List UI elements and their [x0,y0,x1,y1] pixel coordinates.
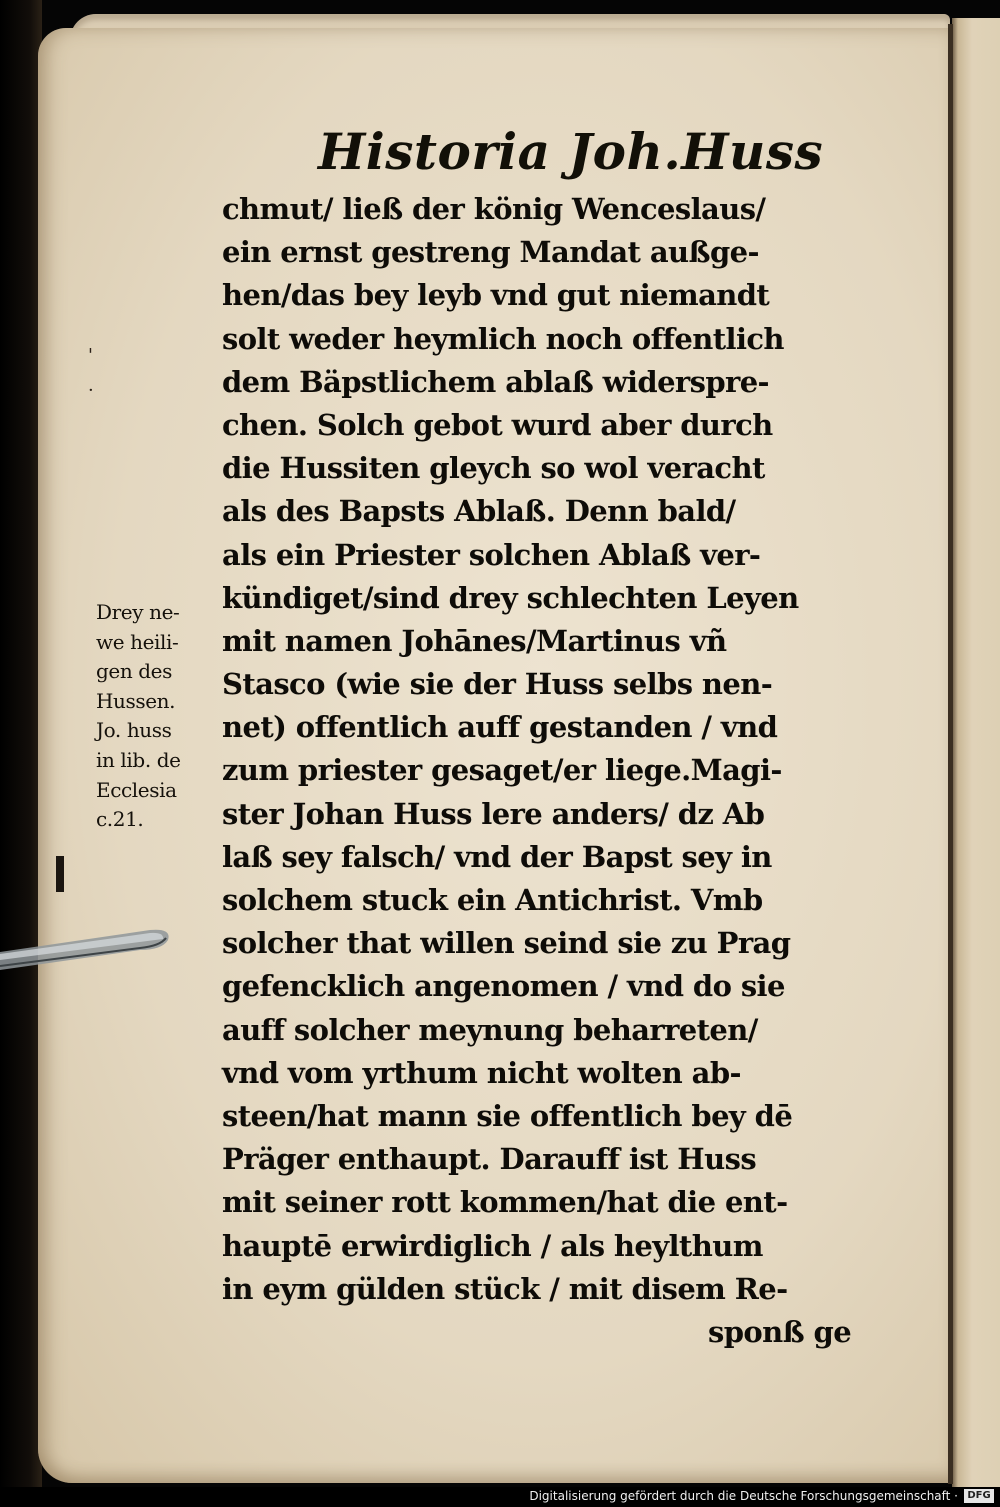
margin-tick: ' [88,345,93,366]
text-line: in eym gülden stück / mit disem Re- [222,1271,788,1306]
text-line: chmut/ ließ der könig Wenceslaus/ [222,192,766,226]
text-line: net) offentlich auff gestanden / vnd [222,710,778,745]
text-line: hauptē erwirdiglich / als heylthum [222,1228,763,1263]
marginal-note-line: c.21. [96,807,144,832]
text-line: auff solcher meynung beharreten/ [222,1012,758,1047]
marginal-note [96,598,181,835]
text-line: hen/das bey leyb vnd gut niemandt [222,278,770,313]
footer-bar [0,1487,1000,1507]
marginal-note-line: Hussen. [96,688,176,713]
marginal-note-line: gen des [96,659,172,684]
text-line: dem Bäpstlichem ablaß widersprе- [222,364,769,399]
text-line: Stasco (wie sie der Huss selbs nen- [222,667,773,702]
text-line: solchem stuck ein Antichrist. Vmb [222,883,763,917]
text-line: gefencklich angenomen / vnd do sie [222,969,785,1004]
text-line: zum priester gesaget/er liege.Magi- [222,753,782,788]
text-line: ster Johan Huss lere anders/ dz Ab [222,796,765,831]
margin-tick: · [88,380,94,401]
text-line: mit namen Johānes/Martinus vñ [222,623,727,658]
text-line: als ein Priester solchen Ablaß ver- [222,537,761,572]
text-line: laß sey falsch/ vnd der Bapst sey in [222,839,772,874]
text-line: die Hussiten gleych so wol veracht [222,451,765,486]
facing-page-edge [952,18,1000,1493]
marginal-note-line: we heili- [96,629,179,654]
marginal-note-line: Jo. huss [96,718,172,743]
text-line: chen. Solch gebot wurd aber durch [222,407,773,442]
text-line: Präger enthaupt. Darauff ist Huss [222,1142,757,1177]
text-line: steen/hat mann sie offentlich bey dē [222,1098,793,1133]
text-line: solt weder heymlich noch offentlich [222,321,784,356]
page-holder-needle-icon [0,908,190,978]
marginal-note-line: in lib. de [96,747,181,772]
dfg-logo: DFG [964,1489,994,1503]
binding-shadow [0,0,42,1507]
text-line: ein ernst gestreng Mandat außge- [222,235,759,270]
marginal-note-line: Ecclesia [96,777,177,802]
text-line catchword: sponß ge [708,1314,852,1349]
funding-credit: Digitalisierung gefördert durch die Deutsche Forschungsgemeinschaft · [529,1489,958,1503]
text-line: solcher that willen seind sie zu Prag [222,926,791,961]
marginal-note-line: Drey ne- [96,600,180,624]
text-line: vnd vom yrthum nicht wolten ab- [222,1055,741,1090]
gutter-shadow [948,24,953,1484]
text-line: mit seiner rott kommen/hat die ent- [222,1185,788,1220]
running-head: Historia Joh.Huss [318,122,824,181]
clip-mark [56,856,64,892]
text-line: kündiget/sind drey schlechten Leyen [222,580,799,615]
text-line: als des Bapsts Ablaß. Denn bald/ [222,494,736,529]
main-text-block [222,188,851,1354]
